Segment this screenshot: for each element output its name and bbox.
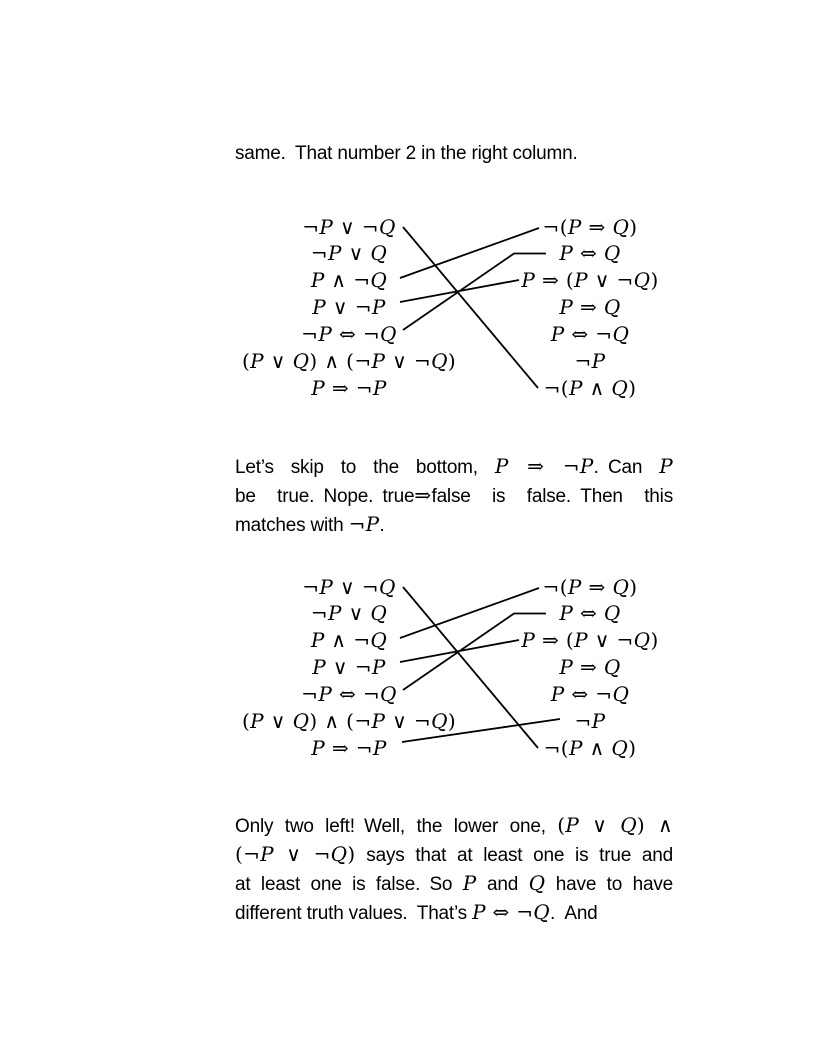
- right-formula-1: P ⇔ Q: [559, 601, 621, 626]
- text-segment: have to have: [545, 873, 674, 895]
- right-formula-0: ¬(P ⇒ Q): [542, 214, 638, 239]
- text-segment: same. That number 2 in the right column.: [235, 143, 578, 164]
- text-segment: Only two left! Well, the lower one,: [235, 816, 558, 837]
- inline-math: P ⇒ ¬P: [494, 454, 594, 478]
- right-formula-2: P ⇒ (P ∨ ¬Q): [521, 628, 659, 653]
- left-formula-2: P ∧ ¬Q: [310, 268, 388, 293]
- left-formula-0: ¬P ∨ ¬Q: [302, 214, 396, 239]
- text-line: [235, 841, 673, 870]
- inline-math: (P ∨ Q) ∧: [557, 813, 673, 837]
- right-formula-3: P ⇒ Q: [559, 295, 621, 320]
- left-formula-4: ¬P ⇔ ¬Q: [301, 681, 397, 706]
- right-formula-3: P ⇒ Q: [559, 655, 621, 680]
- paragraph-skip-to-bottom: [235, 453, 673, 540]
- text-segment: says that at least one is true and: [355, 844, 673, 866]
- text-segment: false is false. Then this: [431, 485, 673, 507]
- text-line: [235, 453, 673, 482]
- text-line: [235, 482, 673, 511]
- left-formula-1: ¬P ∨ Q: [310, 241, 388, 266]
- right-formula-6: ¬(P ∧ Q): [543, 375, 637, 400]
- left-formula-2: P ∧ ¬Q: [310, 628, 388, 653]
- left-formula-0: ¬P ∨ ¬Q: [302, 574, 396, 599]
- inline-math: P ⇔ ¬Q: [472, 899, 550, 924]
- right-formula-4: P ⇔ ¬Q: [550, 681, 630, 706]
- inline-math: ¬P: [348, 511, 380, 536]
- right-formula-5: ¬P: [574, 348, 606, 373]
- text-segment: be true. Nope. true: [235, 485, 415, 507]
- text-segment: different truth values. That’s: [235, 902, 473, 924]
- left-formula-1: ¬P ∨ Q: [310, 601, 388, 626]
- left-formula-6: P ⇒ ¬P: [311, 735, 387, 760]
- text-line: [235, 870, 673, 899]
- left-formula-3: P ∨ ¬P: [312, 295, 386, 320]
- text-line: [235, 812, 673, 841]
- match-line: [400, 640, 519, 662]
- text-segment: at least one is false. So: [235, 873, 463, 895]
- text-segment: and: [476, 873, 529, 895]
- text-line: [235, 899, 673, 928]
- right-formula-2: P ⇒ (P ∨ ¬Q): [521, 268, 659, 293]
- match-line: [400, 280, 519, 302]
- inline-math: Q: [528, 870, 546, 895]
- left-formula-5: (P ∨ Q) ∧ (¬P ∨ ¬Q): [241, 708, 457, 733]
- text-segment: .: [379, 514, 385, 536]
- right-formula-6: ¬(P ∧ Q): [543, 735, 637, 760]
- paragraph-intro: [235, 141, 673, 168]
- left-formula-5: (P ∨ Q) ∧ (¬P ∨ ¬Q): [241, 348, 457, 373]
- text-segment: . And: [549, 902, 598, 924]
- inline-math: P: [462, 870, 477, 895]
- text-segment: . Can: [593, 457, 660, 478]
- left-formula-4: ¬P ⇔ ¬Q: [301, 321, 397, 346]
- left-formula-6: P ⇒ ¬P: [311, 375, 387, 400]
- right-formula-4: P ⇔ ¬Q: [550, 321, 630, 346]
- text-line: [235, 141, 673, 168]
- inline-math: (¬P ∨ ¬Q): [235, 841, 356, 866]
- text-segment: matches with: [235, 514, 349, 536]
- left-formula-3: P ∨ ¬P: [312, 655, 386, 680]
- inline-math: ⇒: [414, 482, 432, 507]
- right-formula-5: ¬P: [574, 708, 606, 733]
- paragraph-only-two-left: [235, 812, 673, 927]
- text-segment: Let’s skip to the bottom,: [235, 457, 495, 478]
- inline-math: P: [659, 454, 673, 478]
- matching-diagram-1: [230, 213, 680, 413]
- right-formula-0: ¬(P ⇒ Q): [542, 574, 638, 599]
- text-line: [235, 511, 673, 540]
- matching-diagram-2: [230, 573, 680, 773]
- right-formula-1: P ⇔ Q: [559, 241, 621, 266]
